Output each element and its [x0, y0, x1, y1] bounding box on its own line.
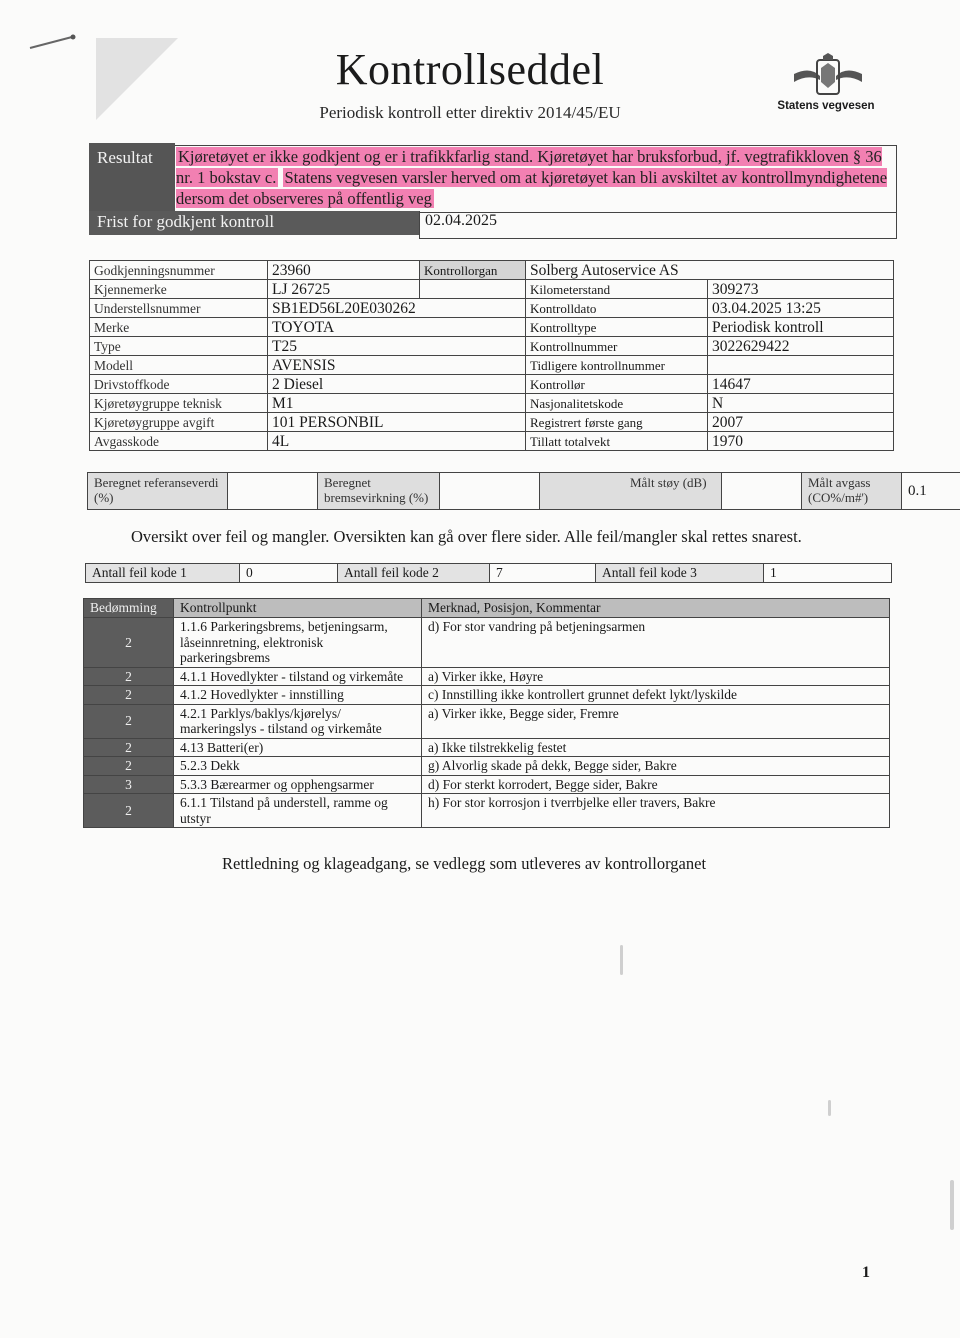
- table-row: [90, 318, 894, 337]
- field-value: 03.04.2025 13:25: [708, 299, 894, 318]
- field-label: Tillatt totalvekt: [526, 432, 708, 451]
- field-value: TOYOTA: [268, 318, 526, 337]
- scan-speck: [828, 1100, 831, 1116]
- control-point-cell: 4.1.1 Hovedlykter - tilstand og virkemåte: [174, 667, 422, 686]
- count-value: 7: [490, 564, 596, 583]
- ref-value-label: Beregnet referanseverdi (%): [88, 473, 228, 510]
- measurement-table: [87, 472, 960, 510]
- control-point-cell: 4.2.1 Parklys/baklys/kjørelys/ markeringslys - tilstand og virkemåte: [174, 704, 422, 738]
- table-row: [84, 757, 890, 776]
- field-value: 2 Diesel: [268, 375, 526, 394]
- comment-cell: a) Ikke tilstrekkelig festet: [422, 738, 890, 757]
- table-row: [86, 564, 892, 583]
- comment-cell: h) For stor korrosjon i tverrbjelke eller travers, Bakre: [422, 794, 890, 828]
- emission-value: 0.1: [902, 473, 960, 510]
- table-row: [90, 337, 894, 356]
- table-row: [84, 667, 890, 686]
- table-row: [90, 299, 894, 318]
- grade-cell: 3: [84, 775, 174, 794]
- field-value: T25: [268, 337, 526, 356]
- table-row: [84, 704, 890, 738]
- control-point-cell: 6.1.1 Tilstand på understell, ramme og utstyr: [174, 794, 422, 828]
- field-label: Kontrollnummer: [526, 337, 708, 356]
- noise-label: Målt støy (dB): [540, 473, 722, 510]
- field-label: Godkjenningsnummer: [90, 261, 268, 280]
- ref-value: [228, 473, 318, 510]
- comment-cell: d) For stor vandring på betjeningsarmen: [422, 618, 890, 668]
- result-text: [176, 146, 888, 209]
- comment-cell: c) Innstilling ikke kontrollert grunnet defekt lykt/lyskilde: [422, 686, 890, 705]
- fault-counts-table: [85, 563, 892, 583]
- control-point-cell: 4.13 Batteri(er): [174, 738, 422, 757]
- field-value: 23960: [268, 261, 420, 280]
- column-header: Merknad, Posisjon, Kommentar: [422, 599, 890, 618]
- table-row: [90, 413, 894, 432]
- field-value: 309273: [708, 280, 894, 299]
- document-title: Kontrollseddel: [335, 45, 605, 94]
- deadline-value: 02.04.2025: [425, 212, 497, 229]
- field-value: 14647: [708, 375, 894, 394]
- field-label: Kilometerstand: [526, 280, 708, 299]
- table-row: [84, 686, 890, 705]
- result-text-highlight-2: Statens vegvesen varsler herved om at kjøretøyet kan bli avskiltet av kontrollmyndighetene dersom det observeres på offentlig veg: [176, 168, 888, 208]
- field-label: Kontrolltype: [526, 318, 708, 337]
- result-text-highlight-1: Kjøretøyet er ikke godkjent og er i trafikkfarlig stand. Kjøretøyet har bruksforbud, jf. vegtrafikkloven § 36 nr. 1 bokstav c.: [176, 147, 882, 187]
- table-row: [88, 473, 960, 510]
- logo-text: Statens vegvesen: [777, 100, 875, 112]
- grade-cell: 2: [84, 794, 174, 828]
- field-label: Kontrolldato: [526, 299, 708, 318]
- control-point-cell: 5.3.3 Bærearmer og opphengsarmer: [174, 775, 422, 794]
- field-label: Kjøretøygruppe avgift: [90, 413, 268, 432]
- table-row: [90, 356, 894, 375]
- grade-cell: 2: [84, 686, 174, 705]
- overview-text: Oversikt over feil og mangler. Oversikten kan gå over flere sider. Alle feil/mangler skal rettes snarest.: [131, 527, 802, 546]
- field-label: Modell: [90, 356, 268, 375]
- guidance-text: Rettledning og klageadgang, se vedlegg som utleveres av kontrollorganet: [222, 854, 707, 873]
- table-row: [90, 261, 894, 280]
- result-label: Resultat: [89, 143, 175, 211]
- control-point-cell: 4.1.2 Hovedlykter - innstilling: [174, 686, 422, 705]
- column-header: Kontrollpunkt: [174, 599, 422, 618]
- table-row: [90, 280, 894, 299]
- scan-speck: [950, 1180, 954, 1230]
- page-number: 1: [862, 1264, 870, 1281]
- table-row: [84, 794, 890, 828]
- table-header-row: [84, 599, 890, 618]
- grade-cell: 2: [84, 618, 174, 668]
- count-label: Antall feil kode 1: [86, 564, 240, 583]
- deadline-label: Frist for godkjent kontroll: [89, 211, 419, 235]
- faults-table: [83, 598, 890, 828]
- comment-cell: g) Alvorlig skade på dekk, Begge sider, Bakre: [422, 757, 890, 776]
- noise-value: [722, 473, 802, 510]
- count-value: 0: [240, 564, 338, 583]
- field-value: M1: [268, 394, 526, 413]
- comment-cell: a) Virker ikke, Høyre: [422, 667, 890, 686]
- field-label: Merke: [90, 318, 268, 337]
- brake-effect-value: [440, 473, 540, 510]
- grade-cell: 2: [84, 667, 174, 686]
- emission-label: Målt avgass (CO%/m#'): [802, 473, 902, 510]
- table-row: [90, 394, 894, 413]
- field-value: [708, 356, 894, 375]
- table-row: [90, 375, 894, 394]
- grade-cell: 2: [84, 738, 174, 757]
- field-label: Kjøretøygruppe teknisk: [90, 394, 268, 413]
- grade-cell: 2: [84, 704, 174, 738]
- field-label: Registrert første gang: [526, 413, 708, 432]
- field-label: Nasjonalitetskode: [526, 394, 708, 413]
- column-header: Bedømming: [84, 599, 174, 618]
- control-point-cell: 1.1.6 Parkeringsbrems, betjeningsarm, låseinnretning, elektronisk parkeringsbrems: [174, 618, 422, 668]
- field-label: Tidligere kontrollnummer: [526, 356, 708, 375]
- count-label: Antall feil kode 3: [596, 564, 764, 583]
- kontrollorgan-value: Solberg Autoservice AS: [526, 261, 894, 280]
- count-label: Antall feil kode 2: [338, 564, 490, 583]
- vehicle-info-table: [89, 260, 894, 451]
- field-value: SB1ED56L20E030262: [268, 299, 526, 318]
- table-row: [90, 432, 894, 451]
- field-value: N: [708, 394, 894, 413]
- field-value: 3022629422: [708, 337, 894, 356]
- count-value: 1: [764, 564, 892, 583]
- field-value: AVENSIS: [268, 356, 526, 375]
- field-value: 101 PERSONBIL: [268, 413, 526, 432]
- kontrollorgan-label: Kontrollorgan: [420, 261, 526, 280]
- comment-cell: d) For sterkt korrodert, Begge sider, Bakre: [422, 775, 890, 794]
- brake-effect-label: Beregnet bremsevirkning (%): [318, 473, 440, 510]
- table-row: [84, 738, 890, 757]
- field-label: Kjennemerke: [90, 280, 268, 299]
- field-value: Periodisk kontroll: [708, 318, 894, 337]
- statens-vegvesen-emblem-icon: [790, 52, 866, 102]
- field-value: 2007: [708, 413, 894, 432]
- grade-cell: 2: [84, 757, 174, 776]
- field-label: Drivstoffkode: [90, 375, 268, 394]
- table-row: [84, 775, 890, 794]
- comment-cell: a) Virker ikke, Begge sider, Fremre: [422, 704, 890, 738]
- control-point-cell: 5.2.3 Dekk: [174, 757, 422, 776]
- table-row: [84, 618, 890, 668]
- field-value: 1970: [708, 432, 894, 451]
- field-label: Avgasskode: [90, 432, 268, 451]
- field-value: 4L: [268, 432, 526, 451]
- document-subtitle: Periodisk kontroll etter direktiv 2014/45/EU: [319, 103, 621, 122]
- field-label: Understellsnummer: [90, 299, 268, 318]
- field-label: Type: [90, 337, 268, 356]
- spacer-cell: [420, 280, 526, 299]
- scan-speck: [620, 945, 623, 975]
- field-value: LJ 26725: [268, 280, 420, 299]
- field-label: Kontrollør: [526, 375, 708, 394]
